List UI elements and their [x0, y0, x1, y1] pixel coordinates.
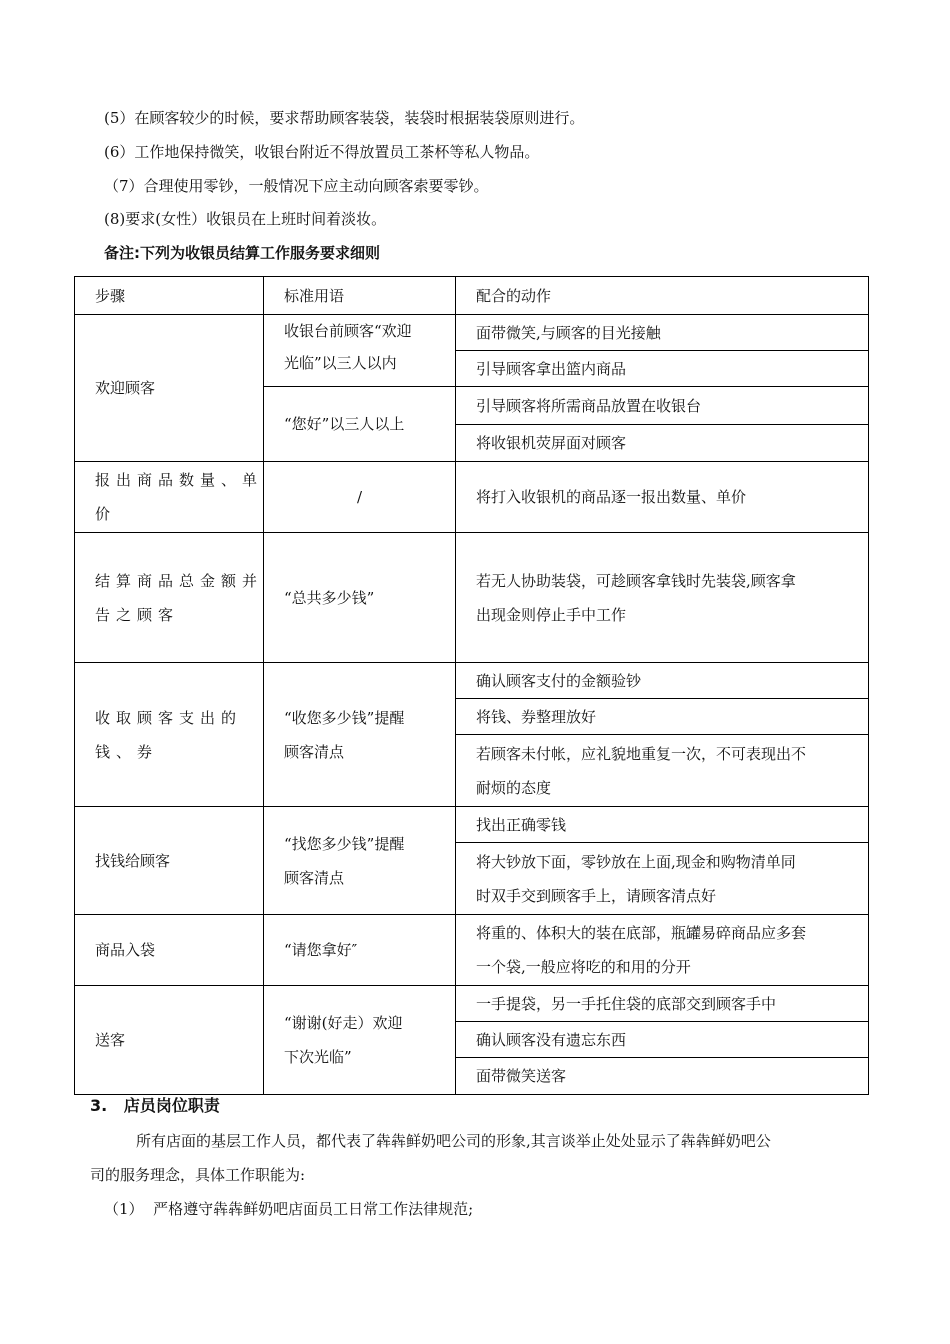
list-item: （1） 严格遵守犇犇鲜奶吧店面员工日常工作法律规范; — [104, 1200, 474, 1218]
phrase-line: 收银台前顾客“欢迎 — [284, 322, 412, 340]
phrase-line: 下次光临” — [284, 1048, 352, 1066]
header-step: 步骤 — [75, 277, 264, 315]
phrase-line: 顾客清点 — [284, 868, 345, 887]
action-cell: 引导顾客将所需商品放置在收银台 — [456, 387, 869, 425]
phrase-line: “收您多少钱”提醒 — [284, 708, 405, 727]
action-cell: 一手提袋，另一手托住袋的底部交到顾客手中 — [456, 986, 869, 1022]
section-paragraph-line: 司的服务理念，具体工作职能为: — [90, 1166, 306, 1184]
action-line: 时双手交到顾客手上，请顾客清点好 — [476, 886, 717, 905]
table-row — [75, 663, 869, 699]
step-cell: 找钱给顾客 — [75, 807, 264, 915]
paragraph-6: (6）工作地保持微笑，收银台附近不得放置员工茶杯等私人物品。 — [104, 143, 540, 161]
action-cell — [456, 735, 869, 807]
phrase-cell — [264, 663, 456, 807]
step-line: 结算商品总金额并 — [95, 571, 264, 590]
action-cell: 将打入收银机的商品逐一报出数量、单价 — [456, 462, 869, 533]
step-line: 收取顾客支出的 — [95, 708, 243, 727]
action-cell: 找出正确零钱 — [456, 807, 869, 843]
section-paragraph-line: 所有店面的基层工作人员，都代表了犇犇鲜奶吧公司的形象,其言谈举止处处显示了犇犇鲜奶吧公 — [136, 1132, 771, 1150]
step-line: 钱、券 — [95, 742, 159, 761]
phrase-cell: “总共多少钱” — [264, 533, 456, 663]
phrase-line: 光临”以三人以内 — [284, 354, 397, 372]
section-heading: 3. 店员岗位职责 — [90, 1096, 220, 1115]
action-cell: 将收银机荧屏面对顾客 — [456, 425, 869, 462]
action-cell — [456, 843, 869, 915]
action-line: 若顾客未付帐，应礼貌地重复一次，不可表现出不 — [476, 744, 807, 763]
action-line: 若无人协助装袋，可趁顾客拿钱时先装袋,顾客拿 — [476, 571, 796, 590]
step-cell — [75, 462, 264, 533]
action-cell: 面带微笑,与顾客的目光接触 — [456, 315, 869, 351]
step-cell: 商品入袋 — [75, 915, 264, 986]
action-line: 将重的、体积大的装在底部，瓶罐易碎商品应多套 — [476, 924, 807, 942]
table-row — [75, 807, 869, 843]
paragraph-8: (8)要求(女性）收银员在上班时间着淡妆。 — [104, 210, 387, 228]
action-cell: 面带微笑送客 — [456, 1058, 869, 1095]
action-cell — [456, 533, 869, 663]
table-header-row — [75, 277, 869, 315]
phrase-line: 顾客清点 — [284, 742, 345, 761]
phrase-cell — [264, 315, 456, 387]
step-line: 价 — [95, 505, 117, 523]
service-requirements-table — [74, 276, 869, 1095]
table-row — [75, 533, 869, 663]
phrase-line: “找您多少钱”提醒 — [284, 834, 405, 853]
phrase-cell: “您好”以三人以上 — [264, 387, 456, 462]
action-line: 一个袋,一般应将吃的和用的分开 — [476, 958, 691, 976]
table-note: 备注:下列为收银员结算工作服务要求细则 — [104, 244, 381, 262]
table-row — [75, 986, 869, 1022]
step-cell — [75, 533, 264, 663]
table-row — [75, 915, 869, 986]
phrase-cell — [264, 807, 456, 915]
phrase-cell: / — [264, 462, 456, 533]
table-row — [75, 462, 869, 533]
action-cell — [456, 915, 869, 986]
step-cell — [75, 663, 264, 807]
header-phrase: 标准用语 — [264, 277, 456, 315]
table-row — [75, 315, 869, 351]
action-cell: 将钱、券整理放好 — [456, 699, 869, 735]
paragraph-5: (5）在顾客较少的时候，要求帮助顾客装袋，装袋时根据装袋原则进行。 — [104, 109, 585, 127]
step-cell: 送客 — [75, 986, 264, 1095]
action-line: 耐烦的态度 — [476, 778, 552, 797]
action-cell: 确认顾客没有遗忘东西 — [456, 1022, 869, 1058]
step-line: 告之顾客 — [95, 605, 180, 624]
phrase-line: “谢谢(好走）欢迎 — [284, 1014, 403, 1032]
header-action: 配合的动作 — [456, 277, 869, 315]
paragraph-7: （7）合理使用零钞，一般情况下应主动向顾客索要零钞。 — [104, 177, 489, 195]
phrase-cell — [264, 986, 456, 1095]
step-line: 报出商品数量、单 — [95, 471, 264, 489]
action-cell: 引导顾客拿出篮内商品 — [456, 351, 869, 387]
action-cell: 确认顾客支付的金额验钞 — [456, 663, 869, 699]
action-line: 出现金则停止手中工作 — [476, 605, 627, 624]
step-cell: 欢迎顾客 — [75, 315, 264, 462]
phrase-cell: “请您拿好″ — [264, 915, 456, 986]
action-line: 将大钞放下面，零钞放在上面,现金和购物清单同 — [476, 852, 796, 871]
